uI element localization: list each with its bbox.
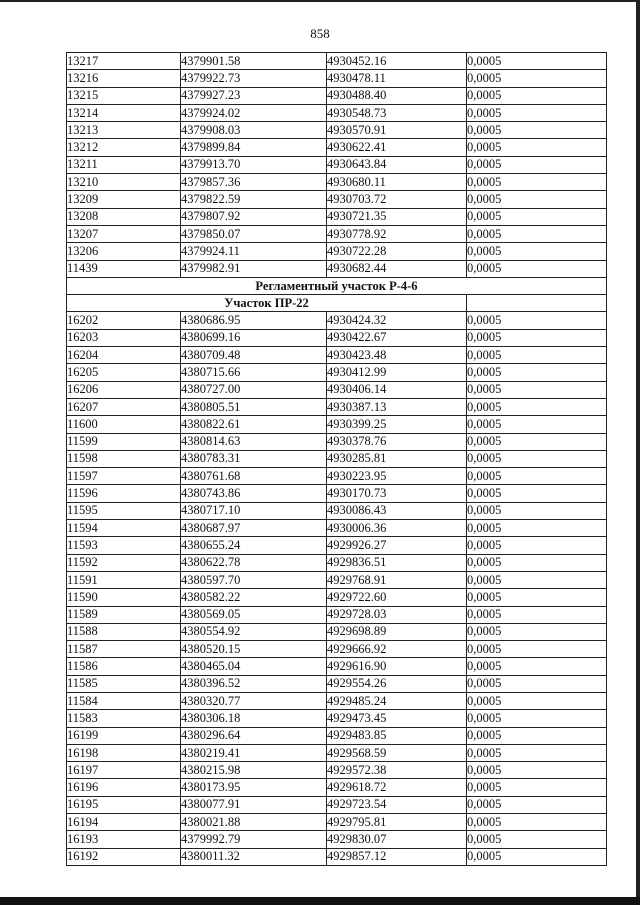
x-coordinate-cell: 4380520.15 xyxy=(181,641,327,658)
tolerance-cell: 0,0005 xyxy=(467,831,607,848)
table-row xyxy=(67,433,607,450)
x-coordinate-cell: 4380814.63 xyxy=(181,433,327,450)
point-id-cell: 13208 xyxy=(67,208,181,225)
point-id-cell: 16198 xyxy=(67,744,181,761)
y-coordinate-cell: 4929473.45 xyxy=(327,710,467,727)
tolerance-cell: 0,0005 xyxy=(467,814,607,831)
table-row xyxy=(67,554,607,571)
block1-body xyxy=(67,53,607,278)
x-coordinate-cell: 4380727.00 xyxy=(181,381,327,398)
x-coordinate-cell: 4379850.07 xyxy=(181,225,327,242)
point-id-cell: 13215 xyxy=(67,87,181,104)
x-coordinate-cell: 4380582.22 xyxy=(181,589,327,606)
y-coordinate-cell: 4929616.90 xyxy=(327,658,467,675)
table-row xyxy=(67,692,607,709)
point-id-cell: 11592 xyxy=(67,554,181,571)
x-coordinate-cell: 4380219.41 xyxy=(181,744,327,761)
point-id-cell: 11600 xyxy=(67,416,181,433)
x-coordinate-cell: 4379992.79 xyxy=(181,831,327,848)
point-id-cell: 13206 xyxy=(67,243,181,260)
table-row xyxy=(67,191,607,208)
table-row xyxy=(67,831,607,848)
x-coordinate-cell: 4380021.88 xyxy=(181,814,327,831)
x-coordinate-cell: 4380077.91 xyxy=(181,796,327,813)
tolerance-cell: 0,0005 xyxy=(467,571,607,588)
point-id-cell: 16196 xyxy=(67,779,181,796)
y-coordinate-cell: 4930422.67 xyxy=(327,329,467,346)
table-row xyxy=(67,312,607,329)
tolerance-cell: 0,0005 xyxy=(467,623,607,640)
y-coordinate-cell: 4930285.81 xyxy=(327,450,467,467)
x-coordinate-cell: 4380554.92 xyxy=(181,623,327,640)
x-coordinate-cell: 4379922.73 xyxy=(181,70,327,87)
x-coordinate-cell: 4380655.24 xyxy=(181,537,327,554)
x-coordinate-cell: 4380396.52 xyxy=(181,675,327,692)
page-number: 858 xyxy=(310,26,330,41)
x-coordinate-cell: 4380709.48 xyxy=(181,347,327,364)
y-coordinate-cell: 4929836.51 xyxy=(327,554,467,571)
x-coordinate-cell: 4380699.16 xyxy=(181,329,327,346)
point-id-cell: 16197 xyxy=(67,762,181,779)
y-coordinate-cell: 4929926.27 xyxy=(327,537,467,554)
x-coordinate-cell: 4380569.05 xyxy=(181,606,327,623)
x-coordinate-cell: 4379924.11 xyxy=(181,243,327,260)
tolerance-cell: 0,0005 xyxy=(467,675,607,692)
y-coordinate-cell: 4930682.44 xyxy=(327,260,467,277)
table-row xyxy=(67,347,607,364)
x-coordinate-cell: 4380717.10 xyxy=(181,502,327,519)
tolerance-cell: 0,0005 xyxy=(467,139,607,156)
point-id-cell: 13217 xyxy=(67,53,181,70)
tolerance-cell: 0,0005 xyxy=(467,520,607,537)
tolerance-cell: 0,0005 xyxy=(467,606,607,623)
x-coordinate-cell: 4379822.59 xyxy=(181,191,327,208)
table-row xyxy=(67,450,607,467)
table-row xyxy=(67,225,607,242)
point-id-cell: 11595 xyxy=(67,502,181,519)
tolerance-cell: 0,0005 xyxy=(467,796,607,813)
x-coordinate-cell: 4379807.92 xyxy=(181,208,327,225)
point-id-cell: 13213 xyxy=(67,122,181,139)
y-coordinate-cell: 4930643.84 xyxy=(327,156,467,173)
tolerance-cell: 0,0005 xyxy=(467,710,607,727)
tolerance-cell: 0,0005 xyxy=(467,381,607,398)
table-row xyxy=(67,87,607,104)
x-coordinate-cell: 4380173.95 xyxy=(181,779,327,796)
point-id-cell: 16207 xyxy=(67,398,181,415)
table-row xyxy=(67,537,607,554)
point-id-cell: 11584 xyxy=(67,692,181,709)
y-coordinate-cell: 4929666.92 xyxy=(327,641,467,658)
x-coordinate-cell: 4380805.51 xyxy=(181,398,327,415)
table-row xyxy=(67,589,607,606)
x-coordinate-cell: 4379924.02 xyxy=(181,104,327,121)
point-id-cell: 16195 xyxy=(67,796,181,813)
point-id-cell: 11587 xyxy=(67,641,181,658)
point-id-cell: 13209 xyxy=(67,191,181,208)
table-row xyxy=(67,364,607,381)
table-row xyxy=(67,398,607,415)
point-id-cell: 11594 xyxy=(67,520,181,537)
y-coordinate-cell: 4929485.24 xyxy=(327,692,467,709)
tolerance-cell: 0,0005 xyxy=(467,329,607,346)
table-row xyxy=(67,416,607,433)
tolerance-cell: 0,0005 xyxy=(467,554,607,571)
tolerance-cell: 0,0005 xyxy=(467,53,607,70)
tolerance-cell: 0,0005 xyxy=(467,174,607,191)
x-coordinate-cell: 4380822.61 xyxy=(181,416,327,433)
x-coordinate-cell: 4380011.32 xyxy=(181,848,327,865)
table-row xyxy=(67,796,607,813)
y-coordinate-cell: 4930722.28 xyxy=(327,243,467,260)
y-coordinate-cell: 4929618.72 xyxy=(327,779,467,796)
tolerance-cell: 0,0005 xyxy=(467,744,607,761)
tolerance-cell: 0,0005 xyxy=(467,225,607,242)
x-coordinate-cell: 4379901.58 xyxy=(181,53,327,70)
point-id-cell: 16206 xyxy=(67,381,181,398)
tolerance-cell: 0,0005 xyxy=(467,70,607,87)
x-coordinate-cell: 4379908.03 xyxy=(181,122,327,139)
scan-border-top xyxy=(0,0,640,2)
table-row xyxy=(67,623,607,640)
table-row xyxy=(67,658,607,675)
point-id-cell: 11599 xyxy=(67,433,181,450)
x-coordinate-cell: 4379857.36 xyxy=(181,174,327,191)
tolerance-cell: 0,0005 xyxy=(467,104,607,121)
y-coordinate-cell: 4930570.91 xyxy=(327,122,467,139)
point-id-cell: 13210 xyxy=(67,174,181,191)
tolerance-cell: 0,0005 xyxy=(467,260,607,277)
tolerance-cell: 0,0005 xyxy=(467,502,607,519)
x-coordinate-cell: 4380215.98 xyxy=(181,762,327,779)
table-row xyxy=(67,156,607,173)
table-row xyxy=(67,329,607,346)
y-coordinate-cell: 4930548.73 xyxy=(327,104,467,121)
point-id-cell: 11589 xyxy=(67,606,181,623)
table-row xyxy=(67,53,607,70)
y-coordinate-cell: 4930170.73 xyxy=(327,485,467,502)
tolerance-cell: 0,0005 xyxy=(467,468,607,485)
y-coordinate-cell: 4930778.92 xyxy=(327,225,467,242)
y-coordinate-cell: 4930406.14 xyxy=(327,381,467,398)
point-id-cell: 16205 xyxy=(67,364,181,381)
point-id-cell: 11439 xyxy=(67,260,181,277)
x-coordinate-cell: 4379913.70 xyxy=(181,156,327,173)
x-coordinate-cell: 4380743.86 xyxy=(181,485,327,502)
x-coordinate-cell: 4380597.70 xyxy=(181,571,327,588)
table-row xyxy=(67,571,607,588)
x-coordinate-cell: 4380320.77 xyxy=(181,692,327,709)
y-coordinate-cell: 4930387.13 xyxy=(327,398,467,415)
tolerance-cell: 0,0005 xyxy=(467,398,607,415)
table-row xyxy=(67,675,607,692)
point-id-cell: 16193 xyxy=(67,831,181,848)
y-coordinate-cell: 4929572.38 xyxy=(327,762,467,779)
x-coordinate-cell: 4380306.18 xyxy=(181,710,327,727)
y-coordinate-cell: 4929723.54 xyxy=(327,796,467,813)
tolerance-cell: 0,0005 xyxy=(467,537,607,554)
table-row xyxy=(67,485,607,502)
tolerance-cell: 0,0005 xyxy=(467,485,607,502)
point-id-cell: 13214 xyxy=(67,104,181,121)
table-row xyxy=(67,744,607,761)
tolerance-cell: 0,0005 xyxy=(467,156,607,173)
table-row xyxy=(67,814,607,831)
y-coordinate-cell: 4929483.85 xyxy=(327,727,467,744)
tolerance-cell: 0,0005 xyxy=(467,243,607,260)
table-row xyxy=(67,762,607,779)
x-coordinate-cell: 4379899.84 xyxy=(181,139,327,156)
table-row xyxy=(67,122,607,139)
y-coordinate-cell: 4930488.40 xyxy=(327,87,467,104)
tolerance-cell: 0,0005 xyxy=(467,364,607,381)
point-id-cell: 13216 xyxy=(67,70,181,87)
table-row xyxy=(67,641,607,658)
table-row xyxy=(67,468,607,485)
tolerance-cell: 0,0005 xyxy=(467,208,607,225)
y-coordinate-cell: 4929857.12 xyxy=(327,848,467,865)
y-coordinate-cell: 4929568.59 xyxy=(327,744,467,761)
point-id-cell: 11597 xyxy=(67,468,181,485)
y-coordinate-cell: 4930399.25 xyxy=(327,416,467,433)
tolerance-cell: 0,0005 xyxy=(467,347,607,364)
point-id-cell: 11588 xyxy=(67,623,181,640)
point-id-cell: 16203 xyxy=(67,329,181,346)
y-coordinate-cell: 4930412.99 xyxy=(327,364,467,381)
point-id-cell: 11590 xyxy=(67,589,181,606)
tolerance-cell: 0,0005 xyxy=(467,658,607,675)
table-row xyxy=(67,779,607,796)
y-coordinate-cell: 4930721.35 xyxy=(327,208,467,225)
y-coordinate-cell: 4930452.16 xyxy=(327,53,467,70)
y-coordinate-cell: 4929830.07 xyxy=(327,831,467,848)
tolerance-cell: 0,0005 xyxy=(467,727,607,744)
table-row xyxy=(67,260,607,277)
subsection-blank-cell xyxy=(467,295,607,312)
scan-border-right xyxy=(636,0,640,905)
point-id-cell: 11593 xyxy=(67,537,181,554)
table-row xyxy=(67,381,607,398)
point-id-cell: 11591 xyxy=(67,571,181,588)
y-coordinate-cell: 4930622.41 xyxy=(327,139,467,156)
subsection-title: Участок ПР-22 xyxy=(67,295,467,312)
table-row xyxy=(67,70,607,87)
tolerance-cell: 0,0005 xyxy=(467,122,607,139)
table-row xyxy=(67,710,607,727)
section-title-row xyxy=(67,277,607,294)
point-id-cell: 16199 xyxy=(67,727,181,744)
y-coordinate-cell: 4929722.60 xyxy=(327,589,467,606)
tolerance-cell: 0,0005 xyxy=(467,450,607,467)
y-coordinate-cell: 4930424.32 xyxy=(327,312,467,329)
point-id-cell: 16202 xyxy=(67,312,181,329)
y-coordinate-cell: 4930423.48 xyxy=(327,347,467,364)
tolerance-cell: 0,0005 xyxy=(467,779,607,796)
x-coordinate-cell: 4380465.04 xyxy=(181,658,327,675)
point-id-cell: 13211 xyxy=(67,156,181,173)
tolerance-cell: 0,0005 xyxy=(467,641,607,658)
y-coordinate-cell: 4929554.26 xyxy=(327,675,467,692)
y-coordinate-cell: 4930378.76 xyxy=(327,433,467,450)
x-coordinate-cell: 4380783.31 xyxy=(181,450,327,467)
table-row xyxy=(67,208,607,225)
table-row xyxy=(67,104,607,121)
point-id-cell: 16192 xyxy=(67,848,181,865)
y-coordinate-cell: 4929728.03 xyxy=(327,606,467,623)
point-id-cell: 11596 xyxy=(67,485,181,502)
tolerance-cell: 0,0005 xyxy=(467,312,607,329)
y-coordinate-cell: 4929768.91 xyxy=(327,571,467,588)
point-id-cell: 11586 xyxy=(67,658,181,675)
y-coordinate-cell: 4930703.72 xyxy=(327,191,467,208)
table-row xyxy=(67,606,607,623)
tolerance-cell: 0,0005 xyxy=(467,692,607,709)
y-coordinate-cell: 4930680.11 xyxy=(327,174,467,191)
table-row xyxy=(67,502,607,519)
x-coordinate-cell: 4379982.91 xyxy=(181,260,327,277)
table-row xyxy=(67,243,607,260)
y-coordinate-cell: 4929698.89 xyxy=(327,623,467,640)
x-coordinate-cell: 4380761.68 xyxy=(181,468,327,485)
subsection-title-row xyxy=(67,295,607,312)
x-coordinate-cell: 4380622.78 xyxy=(181,554,327,571)
tolerance-cell: 0,0005 xyxy=(467,589,607,606)
x-coordinate-cell: 4380715.66 xyxy=(181,364,327,381)
tolerance-cell: 0,0005 xyxy=(467,416,607,433)
tolerance-cell: 0,0005 xyxy=(467,848,607,865)
point-id-cell: 16194 xyxy=(67,814,181,831)
point-id-cell: 11585 xyxy=(67,675,181,692)
point-id-cell: 13207 xyxy=(67,225,181,242)
tolerance-cell: 0,0005 xyxy=(467,87,607,104)
y-coordinate-cell: 4929795.81 xyxy=(327,814,467,831)
tolerance-cell: 0,0005 xyxy=(467,762,607,779)
scan-border-bottom xyxy=(0,897,640,905)
y-coordinate-cell: 4930223.95 xyxy=(327,468,467,485)
x-coordinate-cell: 4380296.64 xyxy=(181,727,327,744)
section-header-body xyxy=(67,277,607,312)
x-coordinate-cell: 4379927.23 xyxy=(181,87,327,104)
coordinates-table xyxy=(66,52,607,866)
block2-body xyxy=(67,312,607,866)
table-row xyxy=(67,520,607,537)
section-title: Регламентный участок Р-4-6 xyxy=(67,277,607,294)
point-id-cell: 16204 xyxy=(67,347,181,364)
y-coordinate-cell: 4930478.11 xyxy=(327,70,467,87)
table-row xyxy=(67,848,607,865)
table-row xyxy=(67,139,607,156)
x-coordinate-cell: 4380686.95 xyxy=(181,312,327,329)
y-coordinate-cell: 4930006.36 xyxy=(327,520,467,537)
tolerance-cell: 0,0005 xyxy=(467,433,607,450)
table-row xyxy=(67,727,607,744)
table-row xyxy=(67,174,607,191)
y-coordinate-cell: 4930086.43 xyxy=(327,502,467,519)
tolerance-cell: 0,0005 xyxy=(467,191,607,208)
point-id-cell: 11598 xyxy=(67,450,181,467)
point-id-cell: 11583 xyxy=(67,710,181,727)
x-coordinate-cell: 4380687.97 xyxy=(181,520,327,537)
point-id-cell: 13212 xyxy=(67,139,181,156)
